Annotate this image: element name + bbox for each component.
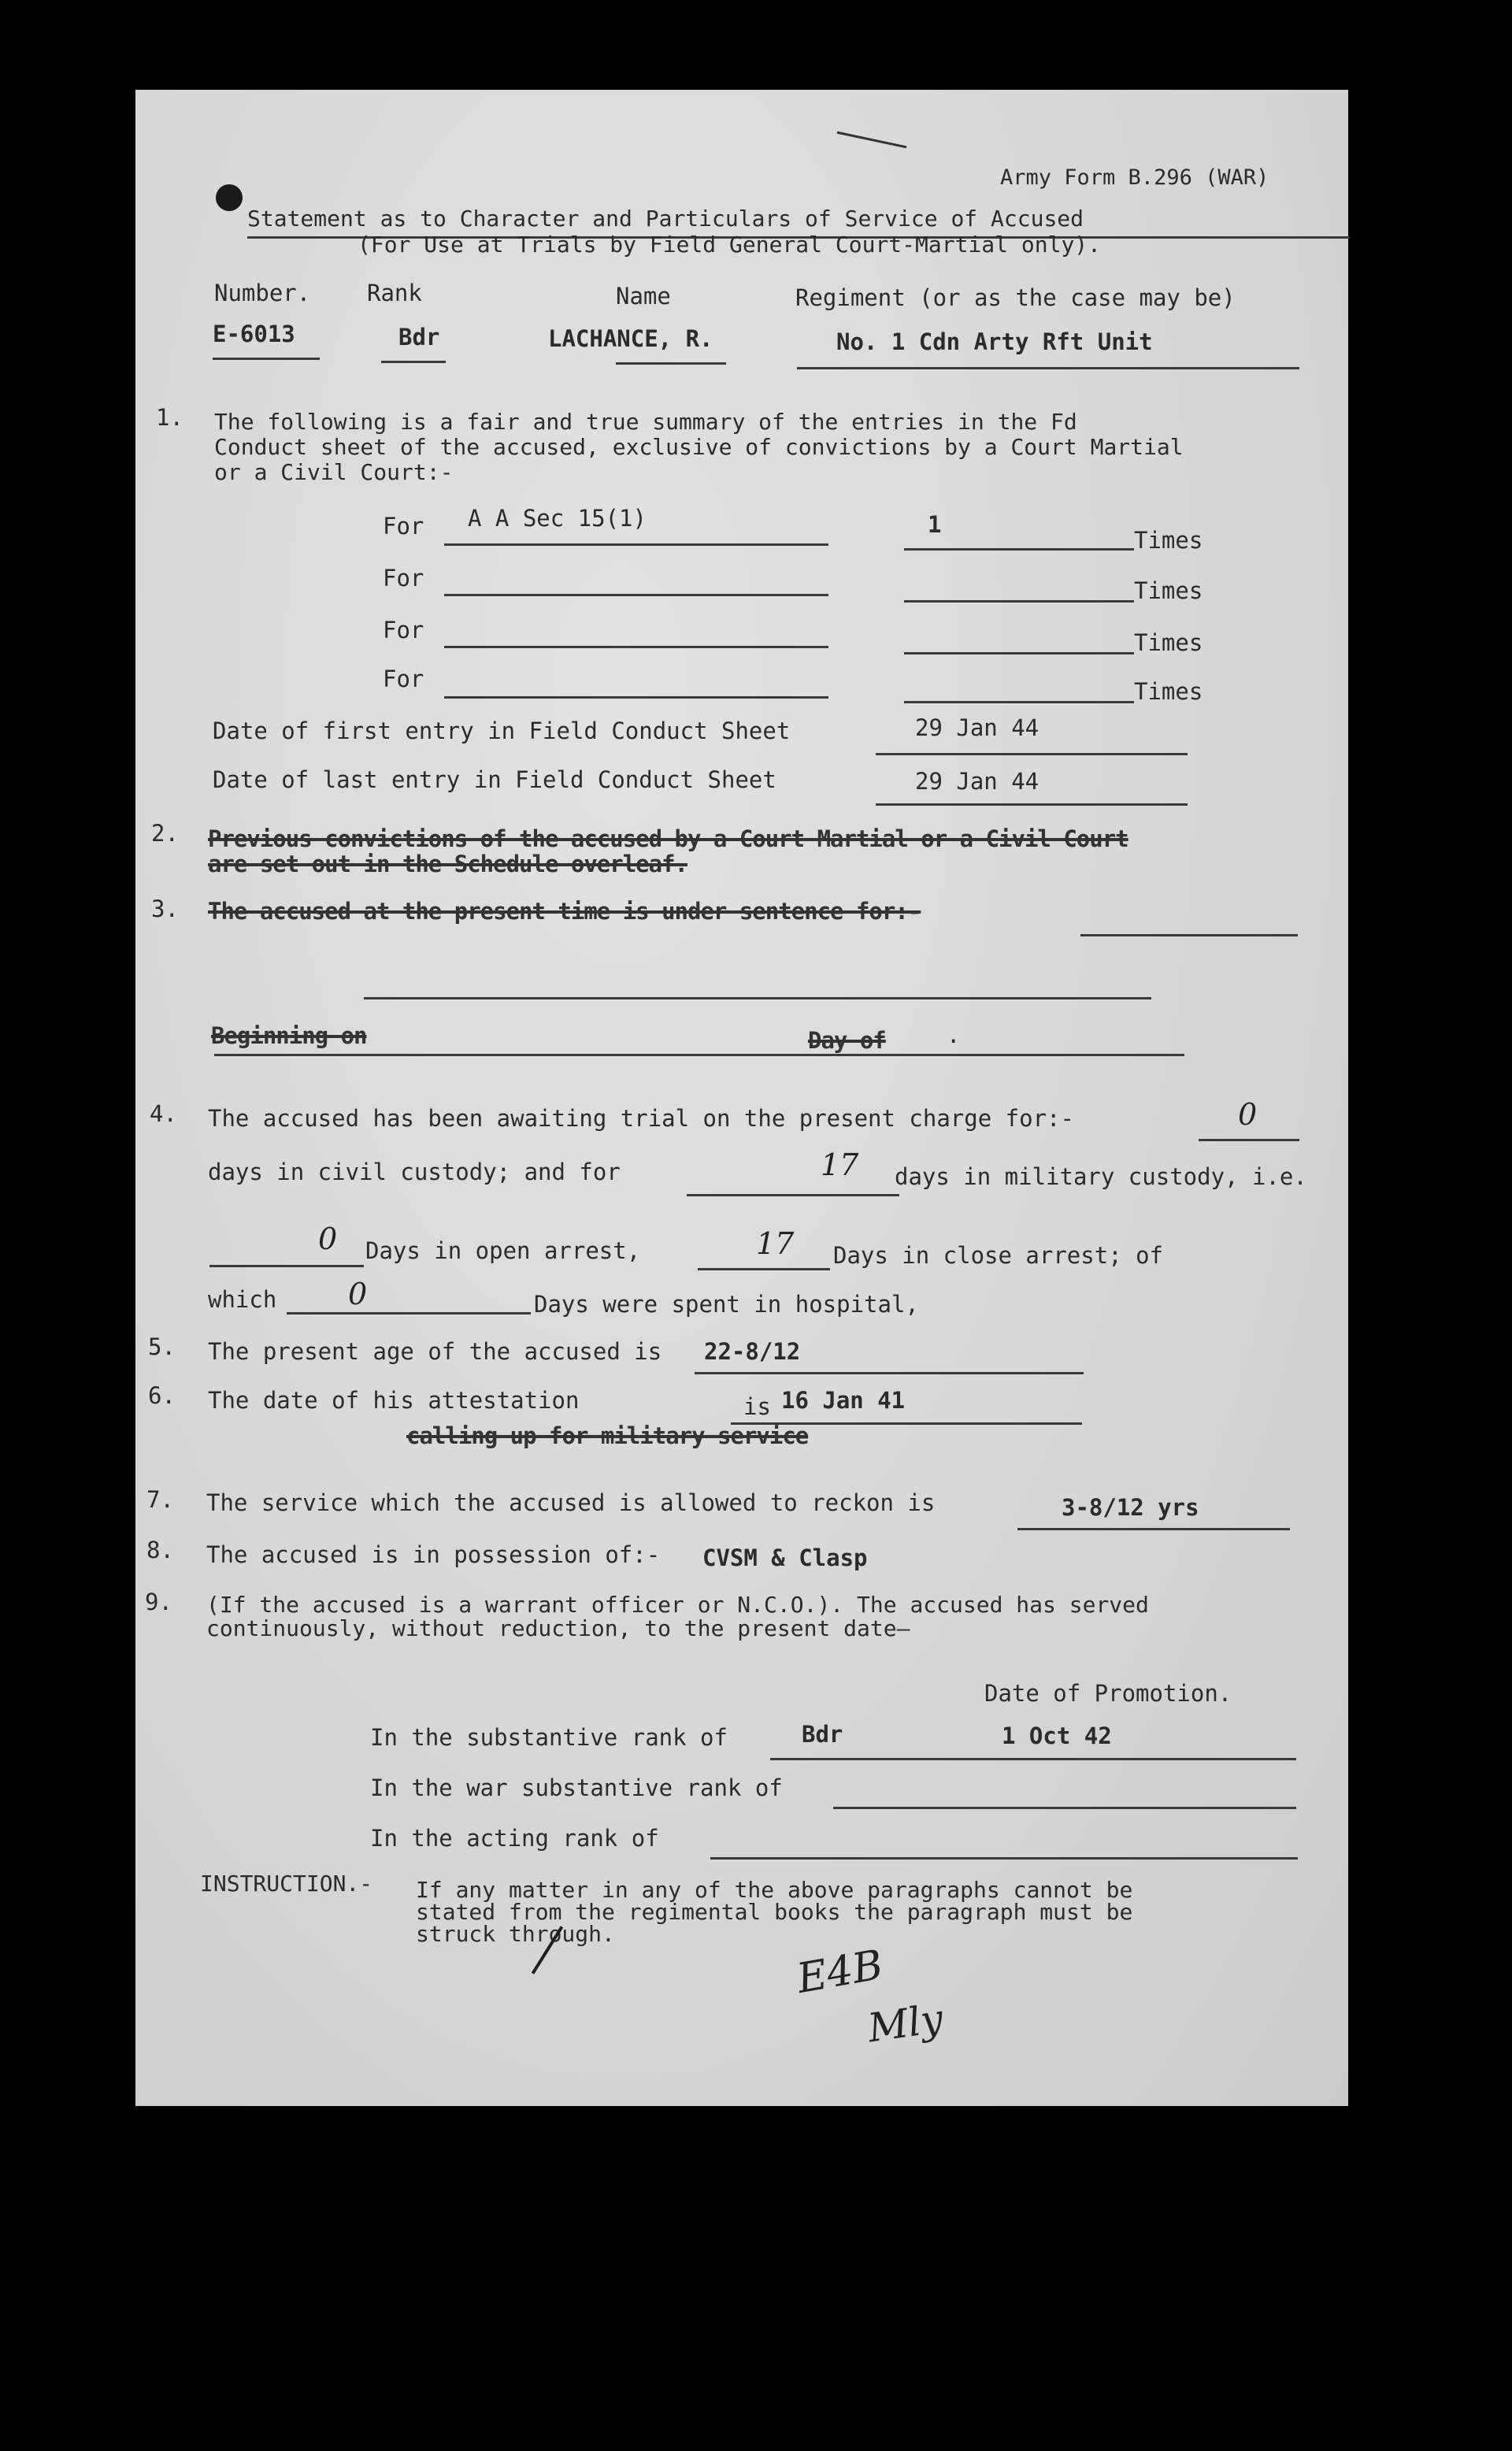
instruction-line2: stated from the regimental books the paragraph must be (416, 1899, 1133, 1925)
s7-num: 7. (146, 1486, 174, 1513)
s8-label: The accused is in possession of:- (206, 1541, 661, 1568)
s4-civil-days-line (1199, 1139, 1299, 1141)
s4-line3a: Days in open arrest, (365, 1237, 641, 1264)
s1-for1-label: For (383, 513, 424, 540)
s1-entry2-line (444, 594, 828, 596)
s4-hospital-days-line (287, 1312, 531, 1314)
s4-line2b: days in military custody, i.e. (895, 1163, 1307, 1190)
s1-line2: Conduct sheet of the accused, exclusive of convictions by a Court Martial (214, 434, 1184, 460)
s4-which: which (208, 1286, 277, 1313)
s4-line3b: Days in close arrest; of (833, 1242, 1164, 1269)
s4-close-days: 17 (756, 1226, 795, 1261)
regiment-underline (797, 367, 1299, 369)
s1-num: 1. (156, 404, 183, 431)
s9-substantive-date: 1 Oct 42 (1002, 1722, 1112, 1749)
s9-acting-label: In the acting rank of (370, 1825, 659, 1852)
s1-entry1-line (444, 543, 828, 546)
s1-times4: Times (1134, 678, 1203, 705)
s1-last-entry-line (876, 803, 1188, 806)
name-value: LACHANCE, R. (548, 325, 713, 352)
s5-num: 5. (148, 1333, 176, 1360)
s4-hospital-days: 0 (348, 1277, 368, 1311)
s1-times3: Times (1134, 629, 1203, 656)
s4-line1: The accused has been awaiting trial on the present charge for:- (208, 1105, 1074, 1132)
s4-civil-days: 0 (1238, 1097, 1258, 1132)
number-underline (213, 358, 320, 360)
s1-last-entry-label: Date of last entry in Field Conduct Sheet (213, 766, 776, 793)
s4-close-days-line (698, 1268, 830, 1270)
s9-war-substantive-label: In the war substantive rank of (370, 1774, 783, 1801)
form-title: Statement as to Character and Particulars of Service of Accused (247, 206, 1084, 232)
s1-count1-line (904, 548, 1134, 551)
s1-entry3-line (444, 646, 828, 648)
s1-count1: 1 (928, 511, 942, 538)
s9-line1: (If the accused is a warrant officer or N.C.O.). The accused has served (206, 1592, 1149, 1618)
s3-period: . (947, 1022, 961, 1048)
s7-label: The service which the accused is allowed to reckon is (206, 1489, 936, 1516)
form-subtitle: (For Use at Trials by Field General Court-Martial only). (358, 232, 1102, 258)
s5-value: 22-8/12 (704, 1338, 801, 1365)
s4-open-days: 0 (318, 1222, 338, 1256)
s1-count4-line (904, 701, 1134, 703)
s3-sentence-line (1080, 934, 1298, 936)
regiment-label: Regiment (or as the case may be) (795, 284, 1236, 311)
pencil-mark (837, 132, 907, 149)
handwritten-mark-e4b: E4B (793, 1941, 887, 2004)
form-number: Army Form B.296 (WAR) (1000, 165, 1269, 190)
s9-substantive-label: In the substantive rank of (370, 1724, 728, 1751)
s3-struck-line1: The accused at the present time is under sentence for:- (208, 898, 921, 925)
s1-count3-line (904, 652, 1134, 654)
s1-for3-label: For (383, 617, 424, 643)
rank-label: Rank (367, 280, 422, 306)
s2-struck-line2: are set out in the Schedule overleaf. (208, 851, 688, 877)
s9-num: 9. (145, 1589, 172, 1615)
s5-label: The present age of the accused is (208, 1338, 662, 1365)
s1-last-entry-value: 29 Jan 44 (915, 768, 1040, 795)
s1-count2-line (904, 600, 1134, 603)
s9-promotion-label: Date of Promotion. (984, 1680, 1232, 1707)
s3-struck-day-of: Day of (808, 1027, 886, 1054)
s9-war-substantive-line (833, 1807, 1296, 1809)
s9-line2: continuously, without reduction, to the present date— (206, 1615, 910, 1641)
s1-for2-label: For (383, 565, 424, 591)
s1-first-entry-value: 29 Jan 44 (915, 714, 1040, 741)
instruction-label: INSTRUCTION.- (200, 1871, 373, 1897)
s7-value: 3-8/12 yrs (1062, 1494, 1199, 1521)
s6-is: is (743, 1393, 771, 1420)
handwritten-initials: Mly (865, 1995, 947, 2052)
rank-value: Bdr (398, 324, 440, 350)
s1-entry1: A A Sec 15(1) (468, 505, 647, 532)
s4-line4: Days were spent in hospital, (534, 1291, 919, 1318)
number-label: Number. (214, 280, 311, 306)
s6-struck-text: calling up for military service (406, 1422, 809, 1449)
s1-line1: The following is a fair and true summary of the entries in the Fd (214, 409, 1077, 435)
s1-times1: Times (1134, 527, 1203, 554)
name-label: Name (616, 283, 671, 310)
s7-value-line (1017, 1528, 1290, 1530)
rank-underline (381, 361, 446, 363)
s6-num: 6. (148, 1382, 176, 1409)
s3-sentence-line2 (364, 997, 1151, 999)
s8-value: CVSM & Clasp (702, 1544, 868, 1571)
s4-open-days-line (209, 1265, 364, 1267)
form-sheet (135, 90, 1348, 2106)
s9-substantive-rank: Bdr (802, 1721, 843, 1748)
s2-num: 2. (151, 820, 179, 847)
ink-blot (216, 184, 243, 211)
s3-struck-beginning: Beginning on (211, 1022, 367, 1049)
s1-line3: or a Civil Court:- (214, 459, 454, 485)
s4-line2a: days in civil custody; and for (208, 1159, 621, 1185)
s1-times2: Times (1134, 577, 1203, 604)
s6-value: 16 Jan 41 (781, 1387, 906, 1414)
s1-first-entry-line (876, 753, 1188, 755)
instruction-line1: If any matter in any of the above paragraphs cannot be (416, 1877, 1133, 1903)
s3-num: 3. (151, 895, 179, 922)
s8-num: 8. (146, 1537, 174, 1563)
s4-military-days: 17 (821, 1148, 859, 1182)
s9-substantive-line (770, 1758, 1296, 1760)
s4-num: 4. (150, 1100, 177, 1127)
s6-label: The date of his attestation (208, 1387, 580, 1414)
s1-first-entry-label: Date of first entry in Field Conduct Sheet (213, 718, 791, 744)
instruction-line3: struck through. (416, 1921, 615, 1947)
s1-for4-label: For (383, 666, 424, 692)
s5-value-line (695, 1372, 1084, 1374)
s2-struck-line1: Previous convictions of the accused by a Court Martial or a Civil Court (208, 825, 1128, 852)
s4-military-days-line (687, 1194, 899, 1196)
number-value: E-6013 (213, 321, 295, 347)
s3-begin-line (214, 1054, 1184, 1056)
regiment-value: No. 1 Cdn Arty Rft Unit (836, 328, 1153, 355)
name-underline (616, 362, 726, 365)
s9-acting-line (710, 1857, 1298, 1860)
s1-entry4-line (444, 696, 828, 699)
